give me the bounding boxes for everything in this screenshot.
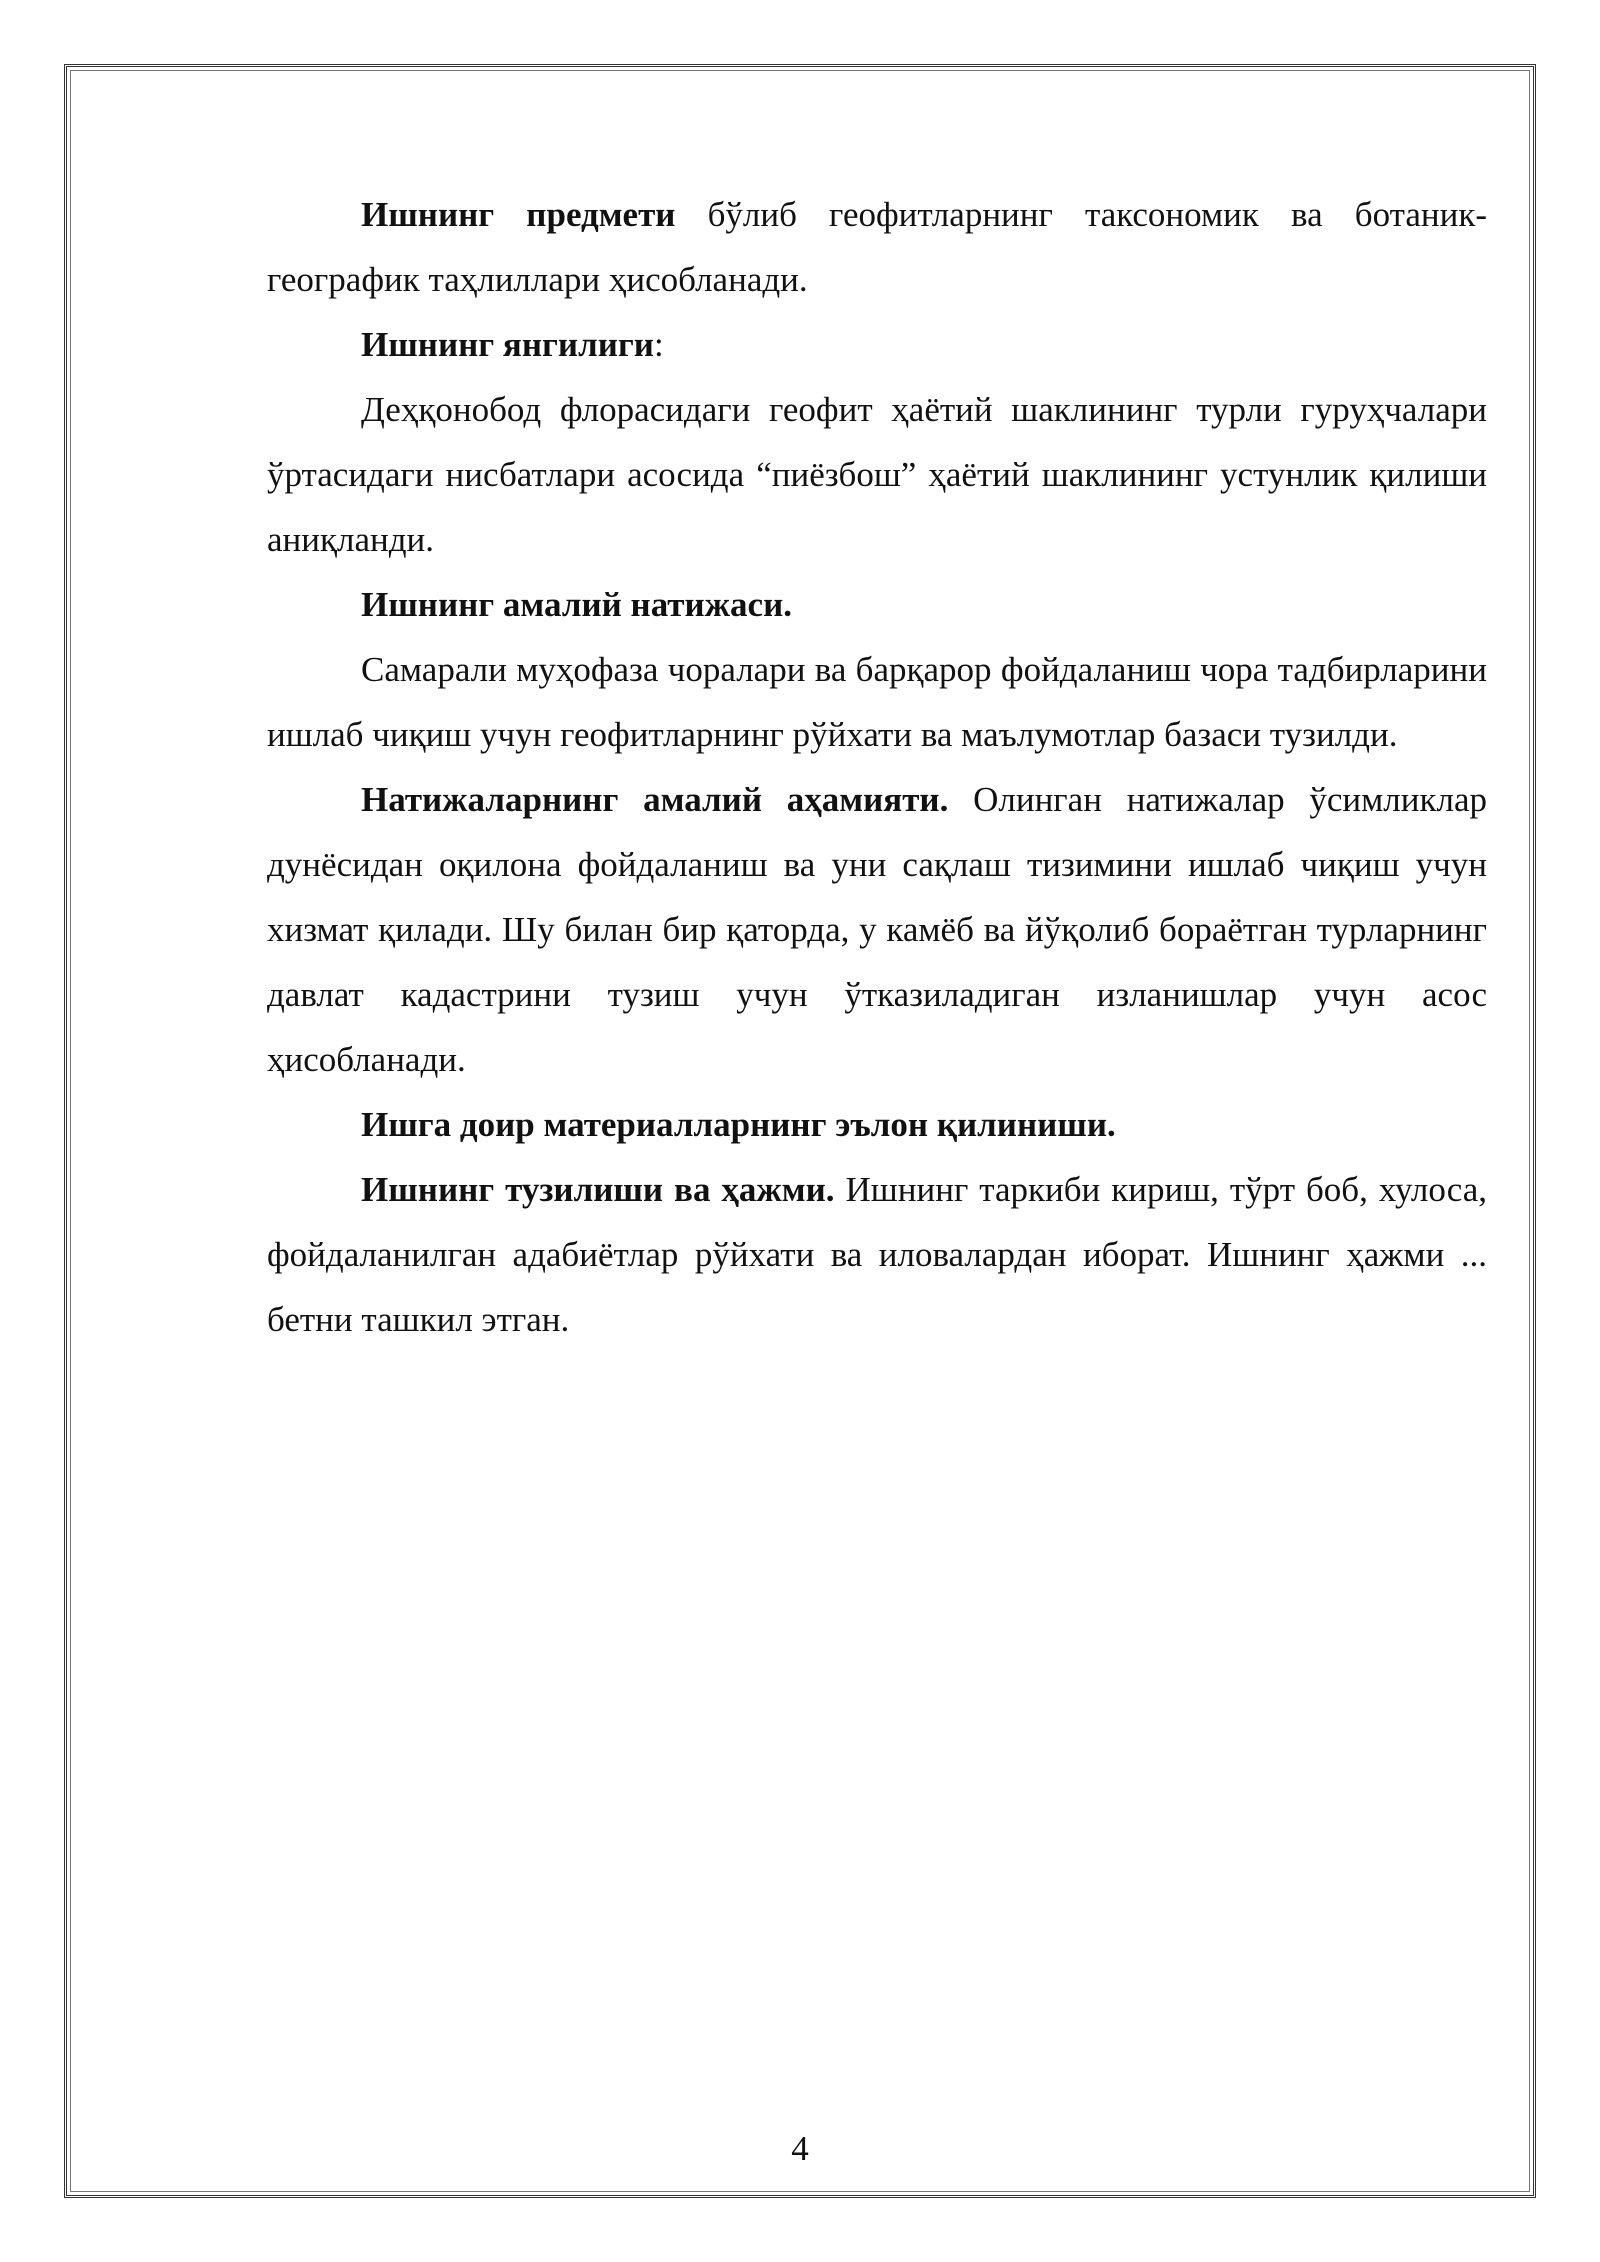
text-practical-significance: Олинган натижалар ўсимликлар дунёсидан оқилона фойдаланиш ва уни сақлаш тизимини ишлаб чиқиш учун хизмат қилади. Шу билан бир қаторда, у камёб ва йўқолиб бораётган турларнинг давлат кадастрини тузиш учун ўтказиладиган изланишлар учун асос ҳисобланади.: [267, 780, 1487, 1079]
paragraph-structure: [267, 1157, 1487, 1352]
text-practical-result-body: Самарали муҳофаза чоралари ва барқарор фойдаланиш чора тадбирларини ишлаб чиқиш учун геофитларнинг рўйхати ва маълумотлар базаси тузилди.: [267, 650, 1487, 754]
heading-novelty: Ишнинг янгилиги: [361, 325, 654, 364]
heading-publication: Ишга доир материалларнинг эълон қилиниши.: [361, 1105, 1116, 1144]
heading-structure: Ишнинг тузилиши ва ҳажми.: [361, 1170, 835, 1209]
text-novelty-colon: :: [653, 325, 664, 364]
paragraph-novelty-heading: [267, 312, 1487, 377]
heading-practical-result: Ишнинг амалий натижаси.: [361, 585, 792, 624]
heading-subject: Ишнинг предмети: [361, 195, 676, 234]
text-subject: бўлиб геофитларнинг таксономик ва ботаник-географик таҳлиллари ҳисобланади.: [267, 195, 1487, 299]
page-number: 4: [791, 2129, 809, 2168]
paragraph-practical-result-body: [267, 637, 1487, 767]
paragraph-practical-significance: [267, 767, 1487, 1092]
paragraph-practical-result-heading: [267, 572, 1487, 637]
text-novelty-body: Деҳқонобод флорасидаги геофит ҳаётий шаклининг турли гуруҳчалари ўртасидаги нисбатлари асосида “пиёзбош” ҳаётий шаклининг устунлик қилиши аниқланди.: [267, 390, 1487, 559]
heading-practical-significance: Натижаларнинг амалий аҳамияти.: [361, 780, 949, 819]
text-structure: Ишнинг таркиби кириш, тўрт боб, хулоса, фойдаланилган адабиётлар рўйхати ва иловалардан иборат. Ишнинг ҳажми ... бетни ташкил этган.: [267, 1170, 1487, 1339]
document-body: [267, 182, 1487, 1352]
paragraph-publication: [267, 1092, 1487, 1157]
paragraph-subject: [267, 182, 1487, 312]
paragraph-novelty-body: [267, 377, 1487, 572]
